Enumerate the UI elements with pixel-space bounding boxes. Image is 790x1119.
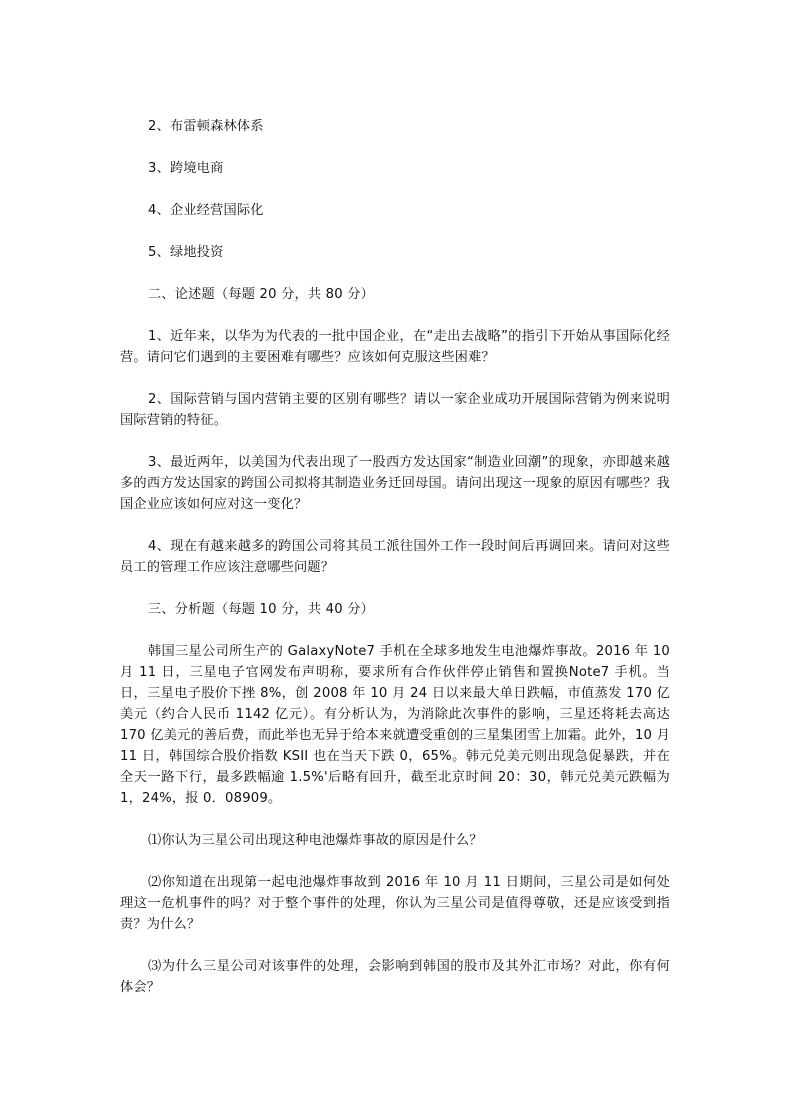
section-heading-analysis: 三、分析题（每题 10 分，共 40 分） <box>148 602 374 617</box>
analysis-question-3: ⑶为什么三星公司对该事件的处理，会影响到韩国的股市及其外汇市场？对此，你有何体会？ <box>120 959 670 995</box>
term-item-3: 3、跨境电商 <box>148 161 224 176</box>
analysis-question-2: ⑵你知道在出现第一起电池爆炸事故到 2016 年 10 月 11 日期间，三星公司是如何处理这一危机事件的吗？对于整个事件的处理，你认为三星公司是值得尊敬，还是应该受到指责？为什么？ <box>120 875 670 932</box>
document-body <box>120 116 670 998</box>
analysis-question-1: ⑴你认为三星公司出现这种电池爆炸事故的原因是什么？ <box>148 833 483 848</box>
essay-question-2: 2、国际营销与国内营销主要的区别有哪些？请以一家企业成功开展国际营销为例来说明国际营销的特征。 <box>120 392 670 428</box>
term-item-2: 2、布雷顿森林体系 <box>148 119 264 134</box>
term-item-4: 4、企业经营国际化 <box>148 203 264 218</box>
case-study-text: 韩国三星公司所生产的 GalaxyNote7 手机在全球多地发生电池爆炸事故。2016 年 10 月 11 日，三星电子官网发布声明称，要求所有合作伙伴停止销售和置换Note7 手机。当日，三星电子股价下挫 8%，创 2008 年 10 月 24 日以来最大单日跌幅，市值蒸发 170 亿美元（约合人民币 1142 亿元）。有分析认为，为消除此次事件的影响，三星还将耗去高达 170 亿美元的善后费，而此举也无异于给本来就遭受重创的三星集团雪上加霜。此外，10 月 11 日，韩国综合股价指数 KSII 也在当天下跌 0，65%。韩元兑美元则出现急促暴跌，并在全天一路下行，最多跌幅逾 1.5%'后略有回升，截至北京时间 20：30，韩元兑美元跌幅为 1，24%，报 0．08909。 <box>120 644 670 806</box>
essay-question-3: 3、最近两年，以美国为代表出现了一股西方发达国家“制造业回潮”的现象，亦即越来越多的西方发达国家的跨国公司拟将其制造业务迁回母国。请问出现这一现象的原因有哪些？我国企业应该如何应对这一变化？ <box>120 455 670 512</box>
essay-question-4: 4、现在有越来越多的跨国公司将其员工派往国外工作一段时间后再调回来。请问对这些员工的管理工作应该注意哪些问题？ <box>120 539 670 575</box>
section-heading-essay: 二、论述题（每题 20 分，共 80 分） <box>148 287 374 302</box>
term-item-5: 5、绿地投资 <box>148 245 224 260</box>
essay-question-1: 1、近年来，以华为为代表的一批中国企业，在“走出去战略”的指引下开始从事国际化经营。请问它们遇到的主要困难有哪些？应该如何克服这些困难？ <box>120 329 670 365</box>
